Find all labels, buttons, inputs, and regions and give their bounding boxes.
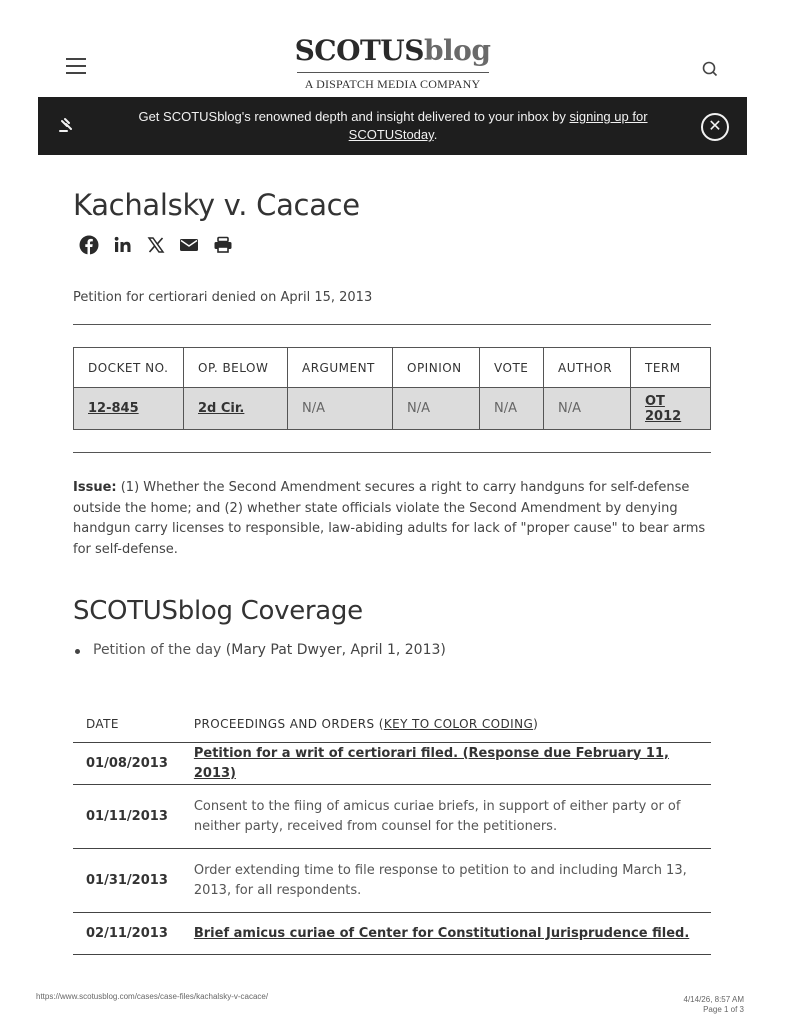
facts-header: VOTE xyxy=(480,348,544,388)
vote-value: N/A xyxy=(480,388,544,430)
banner-message: Get SCOTUSblog's renowned depth and insight delivered to your inbox by signing up for SCOTUStoday. xyxy=(138,109,648,142)
logo-subtitle: A DISPATCH MEDIA COMPANY xyxy=(304,77,481,91)
table-row xyxy=(73,743,711,785)
facts-header: TERM xyxy=(631,348,711,388)
entry-date: 01/31/2013 xyxy=(73,849,181,913)
logo-divider xyxy=(297,72,489,73)
print-footer-url: https://www.scotusblog.com/cases/case-files/kachalsky-v-cacace/ xyxy=(36,992,269,1001)
op-below-link[interactable]: 2d Cir. xyxy=(198,401,245,416)
entry-text: Order extending time to file response to petition to and including March 13, 2013, for all respondents. xyxy=(181,849,711,913)
docket-header-row xyxy=(73,706,711,743)
divider xyxy=(73,452,711,453)
x-icon[interactable] xyxy=(147,236,165,254)
email-icon[interactable] xyxy=(179,237,199,253)
entry-link[interactable]: Brief amicus curiae of Center for Constitutional Jurisprudence filed. xyxy=(193,925,690,941)
author-value: N/A xyxy=(544,388,631,430)
page-number: Page 1 of 3 xyxy=(703,1005,744,1014)
facts-header: OPINION xyxy=(393,348,480,388)
entry-text: Consent to the fiing of amicus curiae briefs, in support of either party or of neither party, received from counsel for the petitioners. xyxy=(181,785,711,849)
facts-header-row xyxy=(74,348,711,388)
site-logo[interactable] xyxy=(0,34,785,92)
coverage-heading: SCOTUSblog Coverage xyxy=(73,596,363,626)
issue-text: Issue: (1) Whether the Second Amendment secures a right to carry handguns for self-defense outside the home; and (2) whether state officials violate the Second Amendment by denying handgun carry licenses to responsible, law-abiding adults for lack of "proper cause" to bear arms for self-defense. xyxy=(73,480,706,557)
close-banner-button[interactable] xyxy=(701,113,729,141)
coverage-list xyxy=(73,642,446,658)
logo-blog: blog xyxy=(423,34,491,67)
search-button[interactable] xyxy=(701,60,719,78)
gavel-icon xyxy=(56,116,76,136)
logo-main: SCOTUS xyxy=(294,34,424,67)
docket-table xyxy=(73,706,711,955)
table-row xyxy=(73,785,711,849)
share-bar xyxy=(79,234,233,256)
proceedings-header: PROCEEDINGS AND ORDERS (KEY TO COLOR CODING) xyxy=(181,706,711,743)
docket-number-link[interactable]: 12-845 xyxy=(88,401,139,416)
argument-value: N/A xyxy=(288,388,393,430)
print-icon[interactable] xyxy=(213,236,233,254)
date-header: DATE xyxy=(73,706,181,743)
page-title: Kachalsky v. Cacace xyxy=(73,188,360,222)
facts-header: DOCKET NO. xyxy=(74,348,184,388)
linkedin-icon[interactable] xyxy=(113,235,133,255)
signup-link[interactable]: signing up for SCOTUStoday xyxy=(348,109,648,142)
table-row xyxy=(73,913,711,955)
facts-header: ARGUMENT xyxy=(288,348,393,388)
facts-value-row xyxy=(74,388,711,430)
term-link[interactable]: OT 2012 xyxy=(645,393,682,424)
search-icon xyxy=(701,60,719,78)
entry-link[interactable]: Petition for a writ of certiorari filed. (Response due February 11, 2013) xyxy=(193,745,669,781)
close-icon: ✕ xyxy=(708,118,722,135)
coverage-link[interactable]: Petition of the day xyxy=(93,642,222,658)
entry-date: 01/08/2013 xyxy=(73,743,181,785)
entry-date: 02/11/2013 xyxy=(73,913,181,955)
print-datetime: 4/14/26, 8:57 AM xyxy=(683,995,744,1004)
facts-header: OP. BELOW xyxy=(184,348,288,388)
print-footer-info xyxy=(600,995,744,1015)
list-item: Petition of the day (Mary Pat Dwyer, April 1, 2013) xyxy=(73,642,446,658)
case-status: Petition for certiorari denied on April 15, 2013 xyxy=(73,290,373,305)
key-to-color-coding-link[interactable]: KEY TO COLOR CODING xyxy=(383,717,534,731)
table-row xyxy=(73,849,711,913)
opinion-value: N/A xyxy=(393,388,480,430)
case-facts-table xyxy=(73,347,711,430)
newsletter-banner xyxy=(38,97,747,155)
entry-date: 01/11/2013 xyxy=(73,785,181,849)
divider xyxy=(73,324,711,325)
facts-header: AUTHOR xyxy=(544,348,631,388)
facebook-icon[interactable] xyxy=(79,235,99,255)
